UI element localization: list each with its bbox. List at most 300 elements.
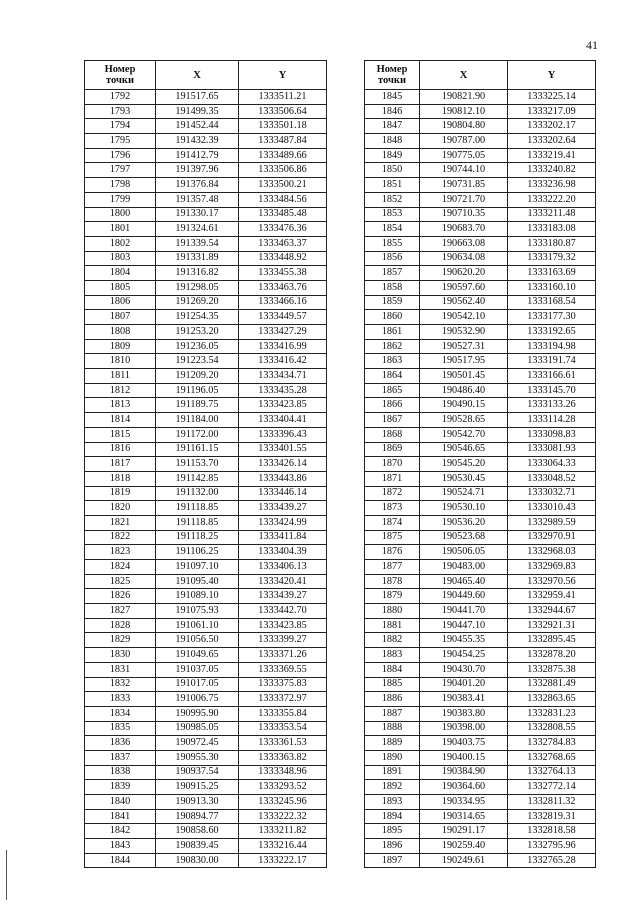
cell-x: 191049.65 <box>156 648 239 663</box>
cell-y: 1333443.86 <box>239 471 327 486</box>
table-row <box>85 251 327 266</box>
cell-point-number: 1882 <box>365 633 420 648</box>
cell-point-number: 1833 <box>85 692 156 707</box>
cell-point-number: 1806 <box>85 295 156 310</box>
cell-x: 190955.30 <box>156 750 239 765</box>
table-row <box>365 222 596 237</box>
cell-x: 190455.35 <box>420 633 508 648</box>
cell-y: 1332795.96 <box>508 839 596 854</box>
table-row <box>85 618 327 633</box>
cell-y: 1333476.36 <box>239 222 327 237</box>
cell-y: 1333202.17 <box>508 119 596 134</box>
cell-point-number: 1826 <box>85 589 156 604</box>
cell-y: 1333506.86 <box>239 163 327 178</box>
cell-x: 191056.50 <box>156 633 239 648</box>
cell-y: 1333202.64 <box>508 134 596 149</box>
cell-y: 1332921.31 <box>508 618 596 633</box>
cell-y: 1333399.27 <box>239 633 327 648</box>
cell-point-number: 1889 <box>365 736 420 751</box>
page-number: 41 <box>586 38 598 52</box>
cell-x: 191209.20 <box>156 369 239 384</box>
table-row <box>85 736 327 751</box>
cell-point-number: 1830 <box>85 648 156 663</box>
table-row <box>85 178 327 193</box>
cell-x: 191196.05 <box>156 383 239 398</box>
table-row <box>365 413 596 428</box>
table-body-right <box>365 90 596 868</box>
table-row <box>85 750 327 765</box>
cell-x: 190804.80 <box>420 119 508 134</box>
cell-y: 1333511.21 <box>239 90 327 105</box>
cell-point-number: 1871 <box>365 471 420 486</box>
cell-x: 191037.05 <box>156 662 239 677</box>
cell-x: 190259.40 <box>420 839 508 854</box>
cell-point-number: 1842 <box>85 824 156 839</box>
cell-x: 190731.85 <box>420 178 508 193</box>
cell-x: 190894.77 <box>156 809 239 824</box>
cell-x: 190710.35 <box>420 207 508 222</box>
cell-x: 191397.96 <box>156 163 239 178</box>
cell-point-number: 1836 <box>85 736 156 751</box>
cell-point-number: 1874 <box>365 515 420 530</box>
cell-y: 1333487.84 <box>239 134 327 149</box>
cell-x: 191118.85 <box>156 501 239 516</box>
table-row <box>365 809 596 824</box>
cell-x: 190985.05 <box>156 721 239 736</box>
table-row <box>365 824 596 839</box>
cell-point-number: 1805 <box>85 280 156 295</box>
cell-x: 191106.25 <box>156 545 239 560</box>
cell-y: 1333506.64 <box>239 104 327 119</box>
cell-x: 190663.08 <box>420 236 508 251</box>
table-row <box>365 589 596 604</box>
cell-x: 191330.17 <box>156 207 239 222</box>
cell-x: 190597.60 <box>420 280 508 295</box>
table-row <box>365 148 596 163</box>
cell-y: 1333375.83 <box>239 677 327 692</box>
cell-point-number: 1892 <box>365 780 420 795</box>
table-row <box>85 706 327 721</box>
cell-y: 1333448.92 <box>239 251 327 266</box>
cell-point-number: 1868 <box>365 427 420 442</box>
table-row <box>85 721 327 736</box>
cell-point-number: 1838 <box>85 765 156 780</box>
table-row <box>365 325 596 340</box>
table-row <box>85 677 327 692</box>
table-row <box>85 515 327 530</box>
cell-point-number: 1835 <box>85 721 156 736</box>
table-row <box>365 501 596 516</box>
cell-y: 1333353.54 <box>239 721 327 736</box>
cell-point-number: 1825 <box>85 574 156 589</box>
cell-point-number: 1890 <box>365 750 420 765</box>
table-row <box>365 280 596 295</box>
table-row <box>85 134 327 149</box>
cell-point-number: 1799 <box>85 192 156 207</box>
table-row <box>365 486 596 501</box>
header-point-line2: точки <box>377 75 407 86</box>
table-row <box>365 618 596 633</box>
table-row <box>365 648 596 663</box>
table-row <box>365 310 596 325</box>
cell-point-number: 1897 <box>365 853 420 868</box>
cell-y: 1333168.54 <box>508 295 596 310</box>
cell-point-number: 1853 <box>365 207 420 222</box>
table-row <box>365 442 596 457</box>
cell-point-number: 1862 <box>365 339 420 354</box>
table-row <box>365 266 596 281</box>
cell-x: 191499.35 <box>156 104 239 119</box>
cell-point-number: 1839 <box>85 780 156 795</box>
cell-x: 191184.00 <box>156 413 239 428</box>
cell-x: 190528.65 <box>420 413 508 428</box>
cell-y: 1333406.13 <box>239 560 327 575</box>
cell-point-number: 1867 <box>365 413 420 428</box>
cell-x: 191118.85 <box>156 515 239 530</box>
cell-x: 190545.20 <box>420 457 508 472</box>
table-row <box>365 457 596 472</box>
table-row <box>85 236 327 251</box>
cell-point-number: 1841 <box>85 809 156 824</box>
cell-point-number: 1891 <box>365 765 420 780</box>
table-row <box>365 545 596 560</box>
table-row <box>85 692 327 707</box>
cell-point-number: 1801 <box>85 222 156 237</box>
cell-point-number: 1852 <box>365 192 420 207</box>
table-row <box>85 90 327 105</box>
table-row <box>85 207 327 222</box>
cell-x: 191132.00 <box>156 486 239 501</box>
cell-y: 1333133.26 <box>508 398 596 413</box>
table-row <box>365 119 596 134</box>
table-row <box>365 427 596 442</box>
table-body-left <box>85 90 327 868</box>
cell-point-number: 1863 <box>365 354 420 369</box>
cell-point-number: 1813 <box>85 398 156 413</box>
cell-y: 1333217.09 <box>508 104 596 119</box>
cell-y: 1333463.76 <box>239 280 327 295</box>
header-point-line2: точки <box>105 75 135 86</box>
table-row <box>85 662 327 677</box>
table-row <box>365 750 596 765</box>
cell-y: 1333500.21 <box>239 178 327 193</box>
table-row <box>365 780 596 795</box>
cell-x: 191357.48 <box>156 192 239 207</box>
cell-point-number: 1876 <box>365 545 420 560</box>
cell-y: 1333404.41 <box>239 413 327 428</box>
cell-point-number: 1845 <box>365 90 420 105</box>
cell-x: 190517.95 <box>420 354 508 369</box>
cell-point-number: 1895 <box>365 824 420 839</box>
table-row <box>365 383 596 398</box>
cell-point-number: 1837 <box>85 750 156 765</box>
cell-point-number: 1851 <box>365 178 420 193</box>
cell-y: 1332989.59 <box>508 515 596 530</box>
cell-y: 1333348.96 <box>239 765 327 780</box>
header-y: Y <box>239 61 327 90</box>
table-row <box>365 560 596 575</box>
cell-point-number: 1832 <box>85 677 156 692</box>
cell-point-number: 1809 <box>85 339 156 354</box>
cell-y: 1332811.32 <box>508 795 596 810</box>
table-row <box>85 119 327 134</box>
cell-x: 190383.80 <box>420 706 508 721</box>
cell-y: 1333183.08 <box>508 222 596 237</box>
table-row <box>85 501 327 516</box>
cell-point-number: 1817 <box>85 457 156 472</box>
cell-y: 1333293.52 <box>239 780 327 795</box>
cell-point-number: 1885 <box>365 677 420 692</box>
cell-point-number: 1844 <box>85 853 156 868</box>
cell-x: 191339.54 <box>156 236 239 251</box>
cell-x: 190634.08 <box>420 251 508 266</box>
cell-y: 1332959.41 <box>508 589 596 604</box>
cell-point-number: 1814 <box>85 413 156 428</box>
cell-point-number: 1822 <box>85 530 156 545</box>
table-row <box>365 853 596 868</box>
cell-y: 1333160.10 <box>508 280 596 295</box>
table-row <box>365 839 596 854</box>
cell-x: 191118.25 <box>156 530 239 545</box>
cell-y: 1333484.56 <box>239 192 327 207</box>
cell-x: 190812.10 <box>420 104 508 119</box>
table-row <box>85 222 327 237</box>
cell-y: 1332969.83 <box>508 560 596 575</box>
cell-x: 191017.05 <box>156 677 239 692</box>
table-row <box>85 427 327 442</box>
cell-y: 1333446.14 <box>239 486 327 501</box>
cell-y: 1332819.31 <box>508 809 596 824</box>
cell-point-number: 1810 <box>85 354 156 369</box>
cell-x: 190972.45 <box>156 736 239 751</box>
header-point-number <box>85 61 156 90</box>
cell-y: 1333434.71 <box>239 369 327 384</box>
table-row <box>365 515 596 530</box>
cell-x: 191153.70 <box>156 457 239 472</box>
cell-y: 1333064.33 <box>508 457 596 472</box>
cell-point-number: 1812 <box>85 383 156 398</box>
cell-point-number: 1893 <box>365 795 420 810</box>
cell-x: 190400.15 <box>420 750 508 765</box>
table-row <box>365 471 596 486</box>
cell-y: 1332863.65 <box>508 692 596 707</box>
cell-point-number: 1848 <box>365 134 420 149</box>
cell-point-number: 1802 <box>85 236 156 251</box>
cell-y: 1332784.83 <box>508 736 596 751</box>
cell-y: 1333180.87 <box>508 236 596 251</box>
cell-y: 1333416.42 <box>239 354 327 369</box>
cell-x: 190449.60 <box>420 589 508 604</box>
table-row <box>85 148 327 163</box>
table-row <box>365 795 596 810</box>
cell-y: 1333114.28 <box>508 413 596 428</box>
table-row <box>365 104 596 119</box>
table-row <box>85 398 327 413</box>
table-header-row <box>85 61 327 90</box>
cell-point-number: 1880 <box>365 604 420 619</box>
table-row <box>85 530 327 545</box>
table-row <box>85 560 327 575</box>
cell-x: 191376.84 <box>156 178 239 193</box>
cell-y: 1333423.85 <box>239 618 327 633</box>
cell-x: 190364.60 <box>420 780 508 795</box>
cell-point-number: 1884 <box>365 662 420 677</box>
cell-point-number: 1869 <box>365 442 420 457</box>
cell-y: 1333222.20 <box>508 192 596 207</box>
cell-y: 1333485.48 <box>239 207 327 222</box>
cell-y: 1333501.18 <box>239 119 327 134</box>
cell-x: 190403.75 <box>420 736 508 751</box>
table-row <box>365 692 596 707</box>
table-row <box>85 839 327 854</box>
cell-y: 1333211.48 <box>508 207 596 222</box>
table-row <box>85 780 327 795</box>
cell-point-number: 1894 <box>365 809 420 824</box>
table-row <box>85 163 327 178</box>
cell-point-number: 1879 <box>365 589 420 604</box>
table-row <box>85 648 327 663</box>
cell-y: 1333466.16 <box>239 295 327 310</box>
cell-y: 1332970.56 <box>508 574 596 589</box>
cell-x: 191412.79 <box>156 148 239 163</box>
cell-point-number: 1816 <box>85 442 156 457</box>
cell-y: 1332768.65 <box>508 750 596 765</box>
cell-y: 1333420.41 <box>239 574 327 589</box>
cell-x: 190839.45 <box>156 839 239 854</box>
cell-x: 191432.39 <box>156 134 239 149</box>
cell-x: 191095.40 <box>156 574 239 589</box>
table-row <box>365 721 596 736</box>
cell-point-number: 1847 <box>365 119 420 134</box>
cell-point-number: 1811 <box>85 369 156 384</box>
table-row <box>365 662 596 677</box>
cell-x: 190523.68 <box>420 530 508 545</box>
cell-y: 1333240.82 <box>508 163 596 178</box>
cell-x: 190383.41 <box>420 692 508 707</box>
cell-y: 1333145.70 <box>508 383 596 398</box>
cell-point-number: 1834 <box>85 706 156 721</box>
cell-x: 191161.15 <box>156 442 239 457</box>
table-row <box>365 207 596 222</box>
cell-x: 191061.10 <box>156 618 239 633</box>
table-row <box>365 398 596 413</box>
cell-y: 1333361.53 <box>239 736 327 751</box>
table-row <box>365 765 596 780</box>
cell-x: 191331.89 <box>156 251 239 266</box>
cell-point-number: 1804 <box>85 266 156 281</box>
cell-y: 1332881.49 <box>508 677 596 692</box>
cell-x: 190384.90 <box>420 765 508 780</box>
cell-y: 1333081.93 <box>508 442 596 457</box>
cell-y: 1333404.39 <box>239 545 327 560</box>
table-row <box>365 530 596 545</box>
cell-y: 1333424.99 <box>239 515 327 530</box>
table-row <box>85 765 327 780</box>
table-row <box>85 809 327 824</box>
cell-point-number: 1846 <box>365 104 420 119</box>
cell-y: 1332968.03 <box>508 545 596 560</box>
cell-y: 1332772.14 <box>508 780 596 795</box>
table-row <box>85 339 327 354</box>
cell-y: 1333401.55 <box>239 442 327 457</box>
cell-point-number: 1875 <box>365 530 420 545</box>
cell-x: 191223.54 <box>156 354 239 369</box>
cell-point-number: 1831 <box>85 662 156 677</box>
cell-x: 190775.05 <box>420 148 508 163</box>
cell-y: 1332831.23 <box>508 706 596 721</box>
cell-point-number: 1803 <box>85 251 156 266</box>
cell-point-number: 1828 <box>85 618 156 633</box>
cell-x: 190913.30 <box>156 795 239 810</box>
cell-y: 1333222.32 <box>239 809 327 824</box>
cell-point-number: 1878 <box>365 574 420 589</box>
coordinates-table-left <box>84 60 327 868</box>
cell-x: 190314.65 <box>420 809 508 824</box>
cell-y: 1333191.74 <box>508 354 596 369</box>
cell-point-number: 1873 <box>365 501 420 516</box>
table-row <box>365 574 596 589</box>
cell-y: 1332878.20 <box>508 648 596 663</box>
table-row <box>85 442 327 457</box>
cell-y: 1333455.38 <box>239 266 327 281</box>
cell-x: 191316.82 <box>156 266 239 281</box>
cell-point-number: 1856 <box>365 251 420 266</box>
cell-point-number: 1887 <box>365 706 420 721</box>
cell-x: 191324.61 <box>156 222 239 237</box>
cell-point-number: 1855 <box>365 236 420 251</box>
cell-x: 190546.65 <box>420 442 508 457</box>
table-row <box>85 457 327 472</box>
cell-point-number: 1858 <box>365 280 420 295</box>
header-point-number <box>365 61 420 90</box>
cell-y: 1333363.82 <box>239 750 327 765</box>
cell-x: 190465.40 <box>420 574 508 589</box>
cell-point-number: 1888 <box>365 721 420 736</box>
table-row <box>85 574 327 589</box>
cell-x: 190532.90 <box>420 325 508 340</box>
cell-x: 190683.70 <box>420 222 508 237</box>
cell-y: 1333010.43 <box>508 501 596 516</box>
table-row <box>85 545 327 560</box>
table-row <box>85 192 327 207</box>
cell-x: 190542.70 <box>420 427 508 442</box>
table-row <box>85 325 327 340</box>
header-x: X <box>420 61 508 90</box>
cell-point-number: 1854 <box>365 222 420 237</box>
cell-x: 190501.45 <box>420 369 508 384</box>
cell-x: 190787.00 <box>420 134 508 149</box>
table-row <box>365 251 596 266</box>
cell-y: 1333211.82 <box>239 824 327 839</box>
header-y: Y <box>508 61 596 90</box>
cell-y: 1333245.96 <box>239 795 327 810</box>
cell-x: 190447.10 <box>420 618 508 633</box>
table-row <box>85 486 327 501</box>
cell-x: 190915.25 <box>156 780 239 795</box>
table-row <box>365 236 596 251</box>
table-row <box>365 90 596 105</box>
table-row <box>365 295 596 310</box>
cell-x: 190483.00 <box>420 560 508 575</box>
table-row <box>365 677 596 692</box>
cell-x: 190430.70 <box>420 662 508 677</box>
cell-y: 1332764.13 <box>508 765 596 780</box>
cell-y: 1333489.66 <box>239 148 327 163</box>
cell-y: 1333179.32 <box>508 251 596 266</box>
cell-point-number: 1859 <box>365 295 420 310</box>
cell-x: 190527.31 <box>420 339 508 354</box>
cell-y: 1333463.37 <box>239 236 327 251</box>
